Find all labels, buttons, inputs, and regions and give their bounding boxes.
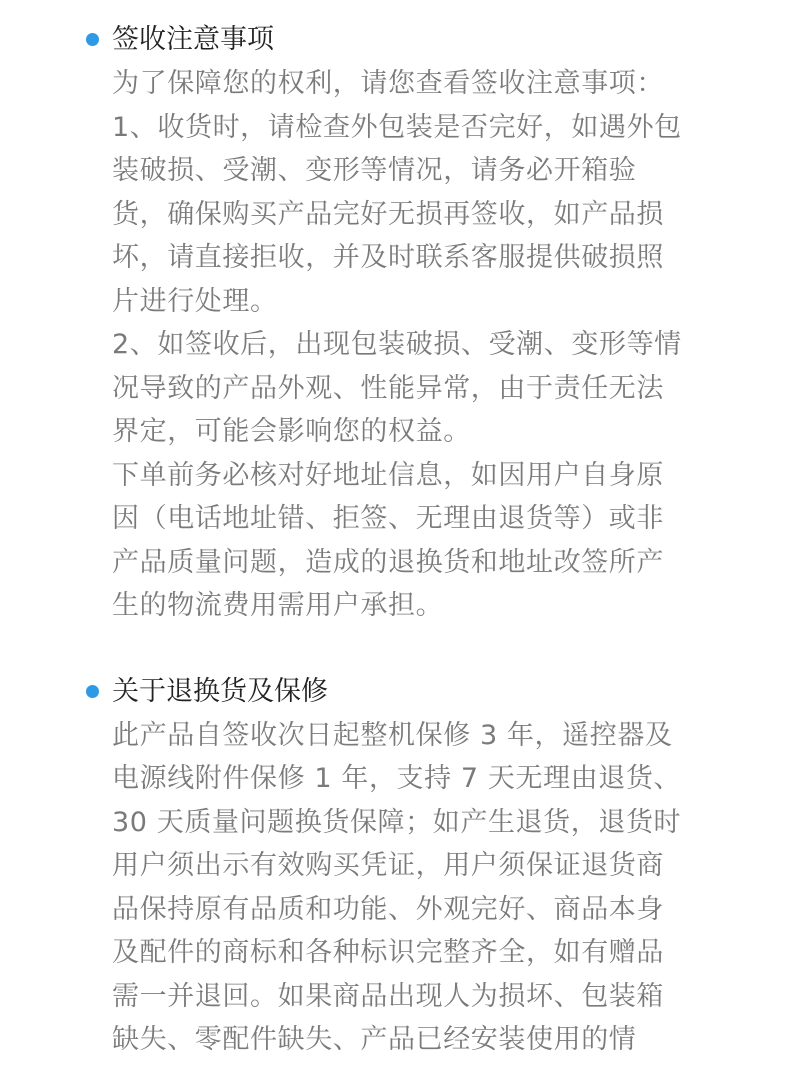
paragraph-warranty: 此产品自签收次日起整机保修 3 年，遥控器及电源线附件保修 1 年，支持 7 天无理由退货、30 天质量问题换货保障；如产生退货，退货时用户须出示有效购买凭证，用户须保证退货商品保持原有品质和功能、外观完好、商品本身及配件的商标和各种标识完整齐全，如有赠品需一并退回。如果商品出现人为损坏、包装箱缺失、零配件缺失、产品已经安装使用的情 [112, 719, 682, 1055]
section-returns-warranty [0, 628, 790, 1062]
paragraph-intro: 为了保障您的权利，请您查看签收注意事项： [112, 68, 664, 99]
section-heading: 关于退换货及保修 [112, 675, 328, 707]
section-heading: 签收注意事项 [112, 24, 274, 55]
section-heading-row [112, 670, 690, 714]
section-heading-row [112, 18, 690, 62]
bullet-dot-icon [86, 33, 99, 46]
paragraph-item-1: 1、收货时，请检查外包装是否完好，如遇外包装破损、受潮、变形等情况，请务必开箱验货，确保购买产品完好无损再签收，如产品损坏，请直接拒收，并及时联系客服提供破损照片进行处理。 [112, 111, 682, 317]
paragraph-address-note: 下单前务必核对好地址信息，如因用户自身原因（电话地址错、拒签、无理由退货等）或非产品质量问题，造成的退换货和地址改签所产生的物流费用需用户承担。 [112, 459, 664, 621]
bullet-dot-icon [86, 685, 99, 698]
paragraph-item-2: 2、如签收后，出现包装破损、受潮、变形等情况导致的产品外观、性能异常，由于责任无法界定，可能会影响您的权益。 [112, 329, 682, 447]
